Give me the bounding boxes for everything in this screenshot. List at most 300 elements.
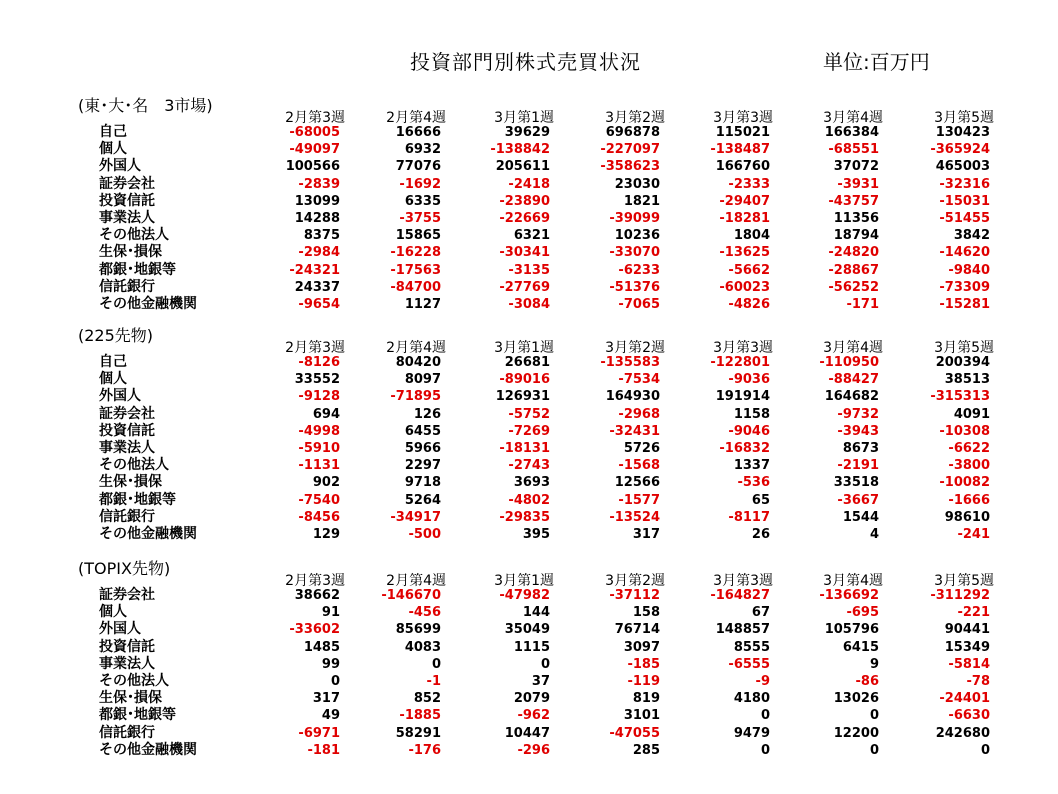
table-cell: -68551 <box>828 142 879 158</box>
table-cell: -3800 <box>948 458 990 474</box>
table-cell: 166760 <box>715 159 770 175</box>
table-cell: -51455 <box>939 210 990 226</box>
table-cell: 38662 <box>294 588 340 603</box>
table-cell: 49 <box>321 708 340 724</box>
table-cell: 67 <box>751 605 770 621</box>
column-header: 3月第4週 <box>823 110 883 126</box>
table-row <box>0 509 1058 526</box>
table-cell: -365924 <box>930 142 990 158</box>
table-cell: -9732 <box>837 406 879 422</box>
table-cell: 317 <box>312 691 340 707</box>
table-cell: 33518 <box>833 475 879 491</box>
row-label: 投資信託 <box>99 638 155 655</box>
table-cell: 5726 <box>623 440 660 456</box>
table-cell: -13625 <box>719 245 770 261</box>
table-cell: 65 <box>751 492 770 508</box>
table-cell: 12566 <box>614 475 660 491</box>
table-cell: -3943 <box>837 423 879 439</box>
row-label: 事業法人 <box>99 655 155 672</box>
table-cell: 1485 <box>303 639 340 655</box>
table-cell: -18131 <box>499 440 550 456</box>
row-label: 信託銀行 <box>99 508 155 525</box>
table-row <box>0 457 1058 474</box>
table-cell: 0 <box>760 708 770 724</box>
table-cell: 105796 <box>824 622 879 638</box>
column-header: 3月第3週 <box>713 573 773 589</box>
table-cell: -9654 <box>298 296 340 312</box>
table-cell: -358623 <box>600 159 660 175</box>
table-cell: -78 <box>966 673 990 689</box>
table-cell: -3135 <box>508 262 550 278</box>
table-cell: 77076 <box>395 159 441 175</box>
row-label: その他金融機関 <box>99 295 197 312</box>
table-cell: 144 <box>522 605 550 621</box>
column-header: 3月第5週 <box>934 110 994 126</box>
table-cell: -185 <box>627 656 660 672</box>
table-cell: 285 <box>632 742 660 758</box>
table-cell: -9128 <box>298 389 340 405</box>
table-cell: -8117 <box>728 509 770 525</box>
row-label: 事業法人 <box>99 209 155 226</box>
table-row <box>0 639 1058 656</box>
table-cell: 6335 <box>404 193 441 209</box>
table-cell: -181 <box>307 742 340 758</box>
row-label: 証券会社 <box>99 405 155 422</box>
table-cell: -241 <box>957 526 990 542</box>
table-cell: 99 <box>321 656 340 672</box>
table-row <box>0 296 1058 313</box>
column-header: 3月第5週 <box>934 340 994 356</box>
table-cell: -227097 <box>600 142 660 158</box>
table-cell: -73309 <box>939 279 990 295</box>
table-cell: -500 <box>408 526 441 542</box>
table-row <box>0 742 1058 759</box>
table-row <box>0 707 1058 724</box>
table-cell: -18281 <box>719 210 770 226</box>
table-cell: 3101 <box>623 708 660 724</box>
table-cell: -13524 <box>609 509 660 525</box>
table-cell: -2743 <box>508 458 550 474</box>
table-cell: -88427 <box>828 372 879 388</box>
table-cell: 902 <box>312 475 340 491</box>
table-cell: 205611 <box>495 159 550 175</box>
table-cell: 3097 <box>623 639 660 655</box>
table-cell: 2297 <box>404 458 441 474</box>
table-cell: 1127 <box>404 296 441 312</box>
table-cell: 5966 <box>404 440 441 456</box>
table-cell: -29407 <box>719 193 770 209</box>
table-cell: -15031 <box>939 193 990 209</box>
page-title: 投資部門別株式売買状況 <box>410 50 641 74</box>
table-cell: -536 <box>737 475 770 491</box>
column-header: 3月第4週 <box>823 573 883 589</box>
table-cell: 0 <box>431 656 441 672</box>
table-cell: -315313 <box>930 389 990 405</box>
table-cell: -119 <box>627 673 660 689</box>
table-cell: 126 <box>413 406 441 422</box>
table-cell: -136692 <box>819 588 879 603</box>
table-cell: -5910 <box>298 440 340 456</box>
table-cell: 10236 <box>614 228 660 244</box>
table-cell: 26 <box>751 526 770 542</box>
table-cell: 16666 <box>395 125 441 140</box>
table-cell: 8555 <box>733 639 770 655</box>
table-cell: -5662 <box>728 262 770 278</box>
table-cell: 1804 <box>733 228 770 244</box>
table-cell: 0 <box>980 742 990 758</box>
table-cell: 852 <box>413 691 441 707</box>
table-row <box>0 262 1058 279</box>
table-cell: 14288 <box>294 210 340 226</box>
section-label: (東･大･名 3市場) <box>78 96 213 115</box>
table-cell: 465003 <box>935 159 990 175</box>
row-label: 信託銀行 <box>99 724 155 741</box>
row-label: 生保･損保 <box>99 690 162 707</box>
table-row <box>0 244 1058 261</box>
table-cell: -2839 <box>298 176 340 192</box>
table-cell: -3755 <box>399 210 441 226</box>
table-cell: -8456 <box>298 509 340 525</box>
table-cell: -1692 <box>399 176 441 192</box>
row-label: 投資信託 <box>99 422 155 439</box>
table-cell: 164682 <box>824 389 879 405</box>
table-cell: -24820 <box>828 245 879 261</box>
table-cell: -6233 <box>618 262 660 278</box>
table-cell: -2191 <box>837 458 879 474</box>
table-cell: -71895 <box>390 389 441 405</box>
row-label: 個人 <box>99 371 127 388</box>
table-cell: 8097 <box>404 372 441 388</box>
table-row <box>0 158 1058 175</box>
table-cell: -17563 <box>390 262 441 278</box>
column-header: 2月第4週 <box>386 340 446 356</box>
table-cell: -6630 <box>948 708 990 724</box>
table-cell: 33552 <box>294 372 340 388</box>
table-cell: -6622 <box>948 440 990 456</box>
table-cell: 1544 <box>842 509 879 525</box>
table-cell: 115021 <box>715 125 770 140</box>
column-header: 3月第1週 <box>494 573 554 589</box>
table-cell: -3084 <box>508 296 550 312</box>
table-cell: -27769 <box>499 279 550 295</box>
table-cell: 130423 <box>935 125 990 140</box>
row-label: 外国人 <box>99 388 141 405</box>
table-cell: 76714 <box>614 622 660 638</box>
table-cell: 37 <box>531 673 550 689</box>
column-header: 3月第4週 <box>823 340 883 356</box>
table-cell: 3693 <box>513 475 550 491</box>
table-cell: 26681 <box>504 355 550 370</box>
table-cell: 12200 <box>833 725 879 741</box>
table-cell: -32316 <box>939 176 990 192</box>
table-cell: -1885 <box>399 708 441 724</box>
column-header: 2月第4週 <box>386 110 446 126</box>
table-cell: -164827 <box>710 588 770 603</box>
table-cell: 129 <box>312 526 340 542</box>
table-cell: 0 <box>760 742 770 758</box>
table-cell: -7540 <box>298 492 340 508</box>
table-cell: 8673 <box>842 440 879 456</box>
table-cell: -23890 <box>499 193 550 209</box>
table-cell: -1577 <box>618 492 660 508</box>
table-cell: 6455 <box>404 423 441 439</box>
table-cell: 6932 <box>404 142 441 158</box>
column-header: 3月第1週 <box>494 110 554 126</box>
table-cell: -28867 <box>828 262 879 278</box>
table-cell: -47055 <box>609 725 660 741</box>
table-cell: -3931 <box>837 176 879 192</box>
table-cell: 15349 <box>944 639 990 655</box>
table-cell: -30341 <box>499 245 550 261</box>
table-cell: 13099 <box>294 193 340 209</box>
table-cell: -14620 <box>939 245 990 261</box>
section-label: (TOPIX先物) <box>78 559 171 578</box>
table-cell: 9 <box>869 656 879 672</box>
row-label: その他法人 <box>99 672 169 689</box>
table-cell: -138842 <box>490 142 550 158</box>
row-label: 証券会社 <box>99 587 155 603</box>
column-header: 2月第3週 <box>285 573 345 589</box>
row-label: 外国人 <box>99 158 141 175</box>
table-cell: -22669 <box>499 210 550 226</box>
table-cell: -1666 <box>948 492 990 508</box>
table-cell: -4998 <box>298 423 340 439</box>
table-cell: -8126 <box>298 355 340 370</box>
table-cell: 1337 <box>733 458 770 474</box>
table-cell: 191914 <box>715 389 770 405</box>
table-cell: -86 <box>855 673 879 689</box>
table-body <box>0 354 1058 543</box>
table-row <box>0 656 1058 673</box>
table-cell: 35049 <box>504 622 550 638</box>
row-label: 都銀･地銀等 <box>99 261 176 278</box>
table-cell: -4826 <box>728 296 770 312</box>
row-label: 個人 <box>99 604 127 621</box>
table-cell: 9718 <box>404 475 441 491</box>
table-body <box>0 587 1058 759</box>
table-row <box>0 587 1058 604</box>
row-label: 信託銀行 <box>99 278 155 295</box>
table-cell: 200394 <box>935 355 990 370</box>
row-label: その他法人 <box>99 457 169 474</box>
table-cell: 39629 <box>504 125 550 140</box>
table-cell: 80420 <box>395 355 441 370</box>
table-cell: 24337 <box>294 279 340 295</box>
table-cell: -16228 <box>390 245 441 261</box>
table-row <box>0 526 1058 543</box>
table-cell: 1821 <box>623 193 660 209</box>
table-cell: -296 <box>517 742 550 758</box>
table-cell: 13026 <box>833 691 879 707</box>
table-cell: 100566 <box>285 159 340 175</box>
row-label: 都銀･地銀等 <box>99 491 176 508</box>
row-label: 生保･損保 <box>99 474 162 491</box>
table-cell: 23030 <box>614 176 660 192</box>
table-cell: -9036 <box>728 372 770 388</box>
table-cell: -9 <box>755 673 770 689</box>
table-cell: -33602 <box>289 622 340 638</box>
table-cell: 15865 <box>395 228 441 244</box>
table-cell: 11356 <box>833 210 879 226</box>
table-cell: 0 <box>869 742 879 758</box>
table-cell: 98610 <box>944 509 990 525</box>
table-cell: -49097 <box>289 142 340 158</box>
table-cell: 37072 <box>833 159 879 175</box>
table-cell: -4802 <box>508 492 550 508</box>
column-header: 2月第3週 <box>285 110 345 126</box>
table-cell: 6415 <box>842 639 879 655</box>
table-cell: -456 <box>408 605 441 621</box>
table-row <box>0 210 1058 227</box>
table-cell: 819 <box>632 691 660 707</box>
table-row <box>0 141 1058 158</box>
column-header: 3月第1週 <box>494 340 554 356</box>
table-cell: -2333 <box>728 176 770 192</box>
row-label: その他金融機関 <box>99 525 197 542</box>
table-cell: 3842 <box>953 228 990 244</box>
row-label: その他金融機関 <box>99 741 197 758</box>
table-row <box>0 371 1058 388</box>
table-row <box>0 176 1058 193</box>
table-cell: -138487 <box>710 142 770 158</box>
table-row <box>0 423 1058 440</box>
column-header: 3月第5週 <box>934 573 994 589</box>
table-cell: 148857 <box>715 622 770 638</box>
row-label: 自己 <box>99 124 127 140</box>
table-cell: -1 <box>426 673 441 689</box>
column-header: 2月第3週 <box>285 340 345 356</box>
table-cell: -6971 <box>298 725 340 741</box>
table-cell: 6321 <box>513 228 550 244</box>
table-cell: -146670 <box>381 588 441 603</box>
table-row <box>0 725 1058 742</box>
table-cell: 90441 <box>944 622 990 638</box>
table-cell: 1158 <box>733 406 770 422</box>
table-cell: 5264 <box>404 492 441 508</box>
column-header: 3月第3週 <box>713 110 773 126</box>
table-cell: -176 <box>408 742 441 758</box>
table-cell: -1131 <box>298 458 340 474</box>
table-cell: 1115 <box>513 639 550 655</box>
table-cell: -7269 <box>508 423 550 439</box>
table-cell: -9046 <box>728 423 770 439</box>
table-cell: 10447 <box>504 725 550 741</box>
table-row <box>0 673 1058 690</box>
table-row <box>0 474 1058 491</box>
table-row <box>0 406 1058 423</box>
table-cell: 158 <box>632 605 660 621</box>
table-cell: 85699 <box>395 622 441 638</box>
row-label: 証券会社 <box>99 175 155 192</box>
table-cell: -7534 <box>618 372 660 388</box>
table-row <box>0 621 1058 638</box>
table-row <box>0 193 1058 210</box>
table-cell: -3667 <box>837 492 879 508</box>
table-cell: -6555 <box>728 656 770 672</box>
section-label: (225先物) <box>78 326 154 345</box>
table-row <box>0 492 1058 509</box>
table-row <box>0 279 1058 296</box>
table-cell: 126931 <box>495 389 550 405</box>
table-row <box>0 440 1058 457</box>
table-cell: 91 <box>321 605 340 621</box>
table-row <box>0 354 1058 371</box>
table-cell: -695 <box>846 605 879 621</box>
table-cell: -10082 <box>939 475 990 491</box>
table-cell: 0 <box>869 708 879 724</box>
table-cell: -34917 <box>390 509 441 525</box>
table-cell: 4091 <box>953 406 990 422</box>
table-cell: 696878 <box>605 125 660 140</box>
column-header: 3月第2週 <box>605 573 665 589</box>
table-cell: -5752 <box>508 406 550 422</box>
table-cell: -68005 <box>289 125 340 140</box>
row-label: 自己 <box>99 354 127 370</box>
table-cell: 8375 <box>303 228 340 244</box>
table-cell: -122801 <box>710 355 770 370</box>
table-row <box>0 124 1058 141</box>
table-cell: 317 <box>632 526 660 542</box>
table-row <box>0 227 1058 244</box>
table-cell: -221 <box>957 605 990 621</box>
table-row <box>0 690 1058 707</box>
table-cell: 58291 <box>395 725 441 741</box>
table-cell: 166384 <box>824 125 879 140</box>
row-label: 個人 <box>99 141 127 158</box>
table-cell: 4180 <box>733 691 770 707</box>
table-cell: 4 <box>869 526 879 542</box>
row-label: 投資信託 <box>99 192 155 209</box>
table-cell: -43757 <box>828 193 879 209</box>
table-cell: 164930 <box>605 389 660 405</box>
table-cell: -24401 <box>939 691 990 707</box>
table-cell: 9479 <box>733 725 770 741</box>
table-cell: 38513 <box>944 372 990 388</box>
unit-label: 単位:百万円 <box>823 50 930 74</box>
table-cell: -311292 <box>930 588 990 603</box>
table-cell: -171 <box>846 296 879 312</box>
table-cell: -16832 <box>719 440 770 456</box>
table-cell: -37112 <box>609 588 660 603</box>
table-cell: -60023 <box>719 279 770 295</box>
table-cell: -2984 <box>298 245 340 261</box>
row-label: 事業法人 <box>99 439 155 456</box>
table-cell: -962 <box>517 708 550 724</box>
table-cell: -32431 <box>609 423 660 439</box>
table-cell: 18794 <box>833 228 879 244</box>
table-cell: 4083 <box>404 639 441 655</box>
table-cell: 694 <box>312 406 340 422</box>
table-cell: 395 <box>522 526 550 542</box>
table-row <box>0 388 1058 405</box>
table-cell: -9840 <box>948 262 990 278</box>
column-header: 3月第2週 <box>605 110 665 126</box>
table-cell: 2079 <box>513 691 550 707</box>
table-cell: -15281 <box>939 296 990 312</box>
table-cell: -84700 <box>390 279 441 295</box>
table-cell: -33070 <box>609 245 660 261</box>
column-header: 3月第3週 <box>713 340 773 356</box>
table-cell: -2968 <box>618 406 660 422</box>
table-cell: -10308 <box>939 423 990 439</box>
table-cell: -5814 <box>948 656 990 672</box>
table-cell: -56252 <box>828 279 879 295</box>
table-body <box>0 124 1058 313</box>
column-header: 2月第4週 <box>386 573 446 589</box>
table-cell: -51376 <box>609 279 660 295</box>
column-header: 3月第2週 <box>605 340 665 356</box>
table-cell: -110950 <box>819 355 879 370</box>
